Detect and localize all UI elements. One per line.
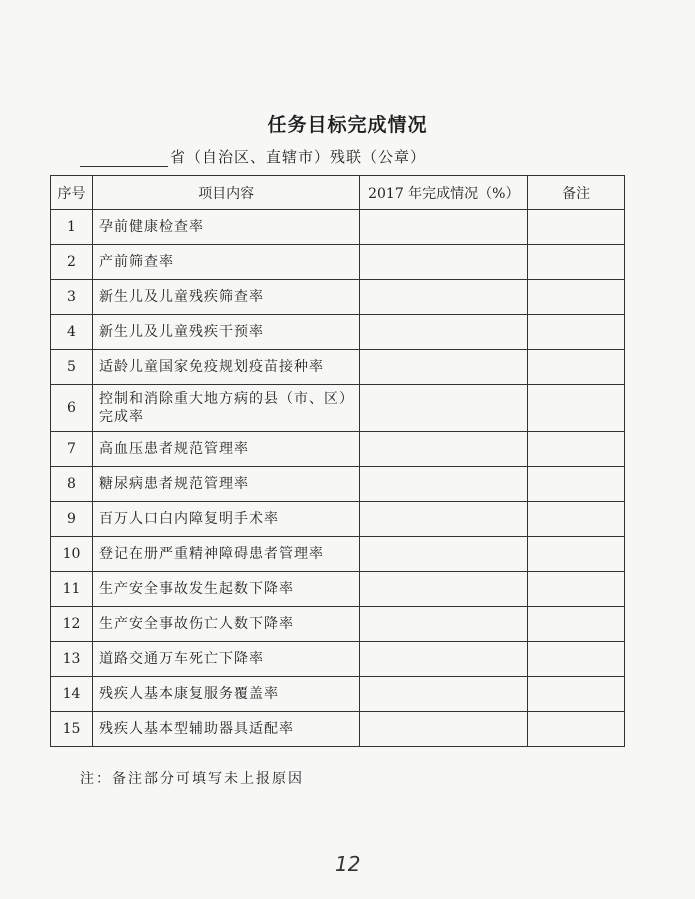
note-cell[interactable] [528, 537, 625, 572]
note-cell[interactable] [528, 712, 625, 747]
row-content: 残疾人基本型辅助器具适配率 [92, 712, 359, 747]
completion-cell[interactable] [360, 280, 528, 315]
note-cell[interactable] [528, 210, 625, 245]
completion-cell[interactable] [360, 677, 528, 712]
row-number: 10 [51, 537, 93, 572]
row-content: 控制和消除重大地方病的县（市、区）完成率 [92, 385, 359, 432]
note-cell[interactable] [528, 502, 625, 537]
note-cell[interactable] [528, 350, 625, 385]
header-note: 备注 [528, 176, 625, 210]
note-cell[interactable] [528, 385, 625, 432]
row-content: 高血压患者规范管理率 [92, 432, 359, 467]
row-number: 4 [51, 315, 93, 350]
row-content: 糖尿病患者规范管理率 [92, 467, 359, 502]
row-number: 7 [51, 432, 93, 467]
completion-cell[interactable] [360, 210, 528, 245]
row-content: 产前筛查率 [92, 245, 359, 280]
table-row [51, 537, 625, 572]
note-cell[interactable] [528, 432, 625, 467]
row-number: 13 [51, 642, 93, 677]
row-number: 12 [51, 607, 93, 642]
completion-cell[interactable] [360, 350, 528, 385]
table-row [51, 712, 625, 747]
row-number: 11 [51, 572, 93, 607]
row-content: 孕前健康检查率 [92, 210, 359, 245]
subtitle-line [80, 146, 426, 167]
note-cell[interactable] [528, 572, 625, 607]
row-content: 道路交通万车死亡下降率 [92, 642, 359, 677]
completion-cell[interactable] [360, 467, 528, 502]
completion-cell[interactable] [360, 315, 528, 350]
row-content: 适龄儿童国家免疫规划疫苗接种率 [92, 350, 359, 385]
page-number: 12 [335, 852, 361, 876]
row-content: 新生儿及儿童残疾干预率 [92, 315, 359, 350]
completion-cell[interactable] [360, 385, 528, 432]
subtitle-text: 省（自治区、直辖市）残联（公章） [170, 148, 427, 166]
table-row [51, 350, 625, 385]
completion-cell[interactable] [360, 502, 528, 537]
table-row [51, 502, 625, 537]
row-content: 生产安全事故发生起数下降率 [92, 572, 359, 607]
note-cell[interactable] [528, 642, 625, 677]
table-row [51, 642, 625, 677]
table-row [51, 572, 625, 607]
table-row [51, 677, 625, 712]
completion-cell[interactable] [360, 245, 528, 280]
note-cell[interactable] [528, 677, 625, 712]
row-number: 8 [51, 467, 93, 502]
note-cell[interactable] [528, 280, 625, 315]
table-row [51, 245, 625, 280]
row-number: 9 [51, 502, 93, 537]
row-number: 6 [51, 385, 93, 432]
row-number: 2 [51, 245, 93, 280]
task-table [50, 175, 625, 747]
table-row [51, 467, 625, 502]
row-content: 登记在册严重精神障碍患者管理率 [92, 537, 359, 572]
table-row [51, 315, 625, 350]
row-number: 5 [51, 350, 93, 385]
header-content: 项目内容 [92, 176, 359, 210]
table-row [51, 280, 625, 315]
completion-cell[interactable] [360, 607, 528, 642]
row-content: 残疾人基本康复服务覆盖率 [92, 677, 359, 712]
table-row [51, 607, 625, 642]
completion-cell[interactable] [360, 572, 528, 607]
row-number: 15 [51, 712, 93, 747]
row-content: 生产安全事故伤亡人数下降率 [92, 607, 359, 642]
table-row [51, 385, 625, 432]
fill-in-blank [80, 152, 168, 167]
header-number: 序号 [51, 176, 93, 210]
row-content: 新生儿及儿童残疾筛查率 [92, 280, 359, 315]
header-row [51, 176, 625, 210]
page-title: 任务目标完成情况 [267, 114, 428, 136]
note-cell[interactable] [528, 607, 625, 642]
row-number: 3 [51, 280, 93, 315]
row-number: 1 [51, 210, 93, 245]
header-completion: 2017 年完成情况（%） [360, 176, 528, 210]
completion-cell[interactable] [360, 432, 528, 467]
table-row [51, 210, 625, 245]
note-cell[interactable] [528, 315, 625, 350]
footnote: 注：备注部分可填写未上报原因 [80, 771, 304, 787]
table-row [51, 432, 625, 467]
completion-cell[interactable] [360, 712, 528, 747]
note-cell[interactable] [528, 467, 625, 502]
row-content: 百万人口白内障复明手术率 [92, 502, 359, 537]
row-number: 14 [51, 677, 93, 712]
completion-cell[interactable] [360, 642, 528, 677]
note-cell[interactable] [528, 245, 625, 280]
completion-cell[interactable] [360, 537, 528, 572]
